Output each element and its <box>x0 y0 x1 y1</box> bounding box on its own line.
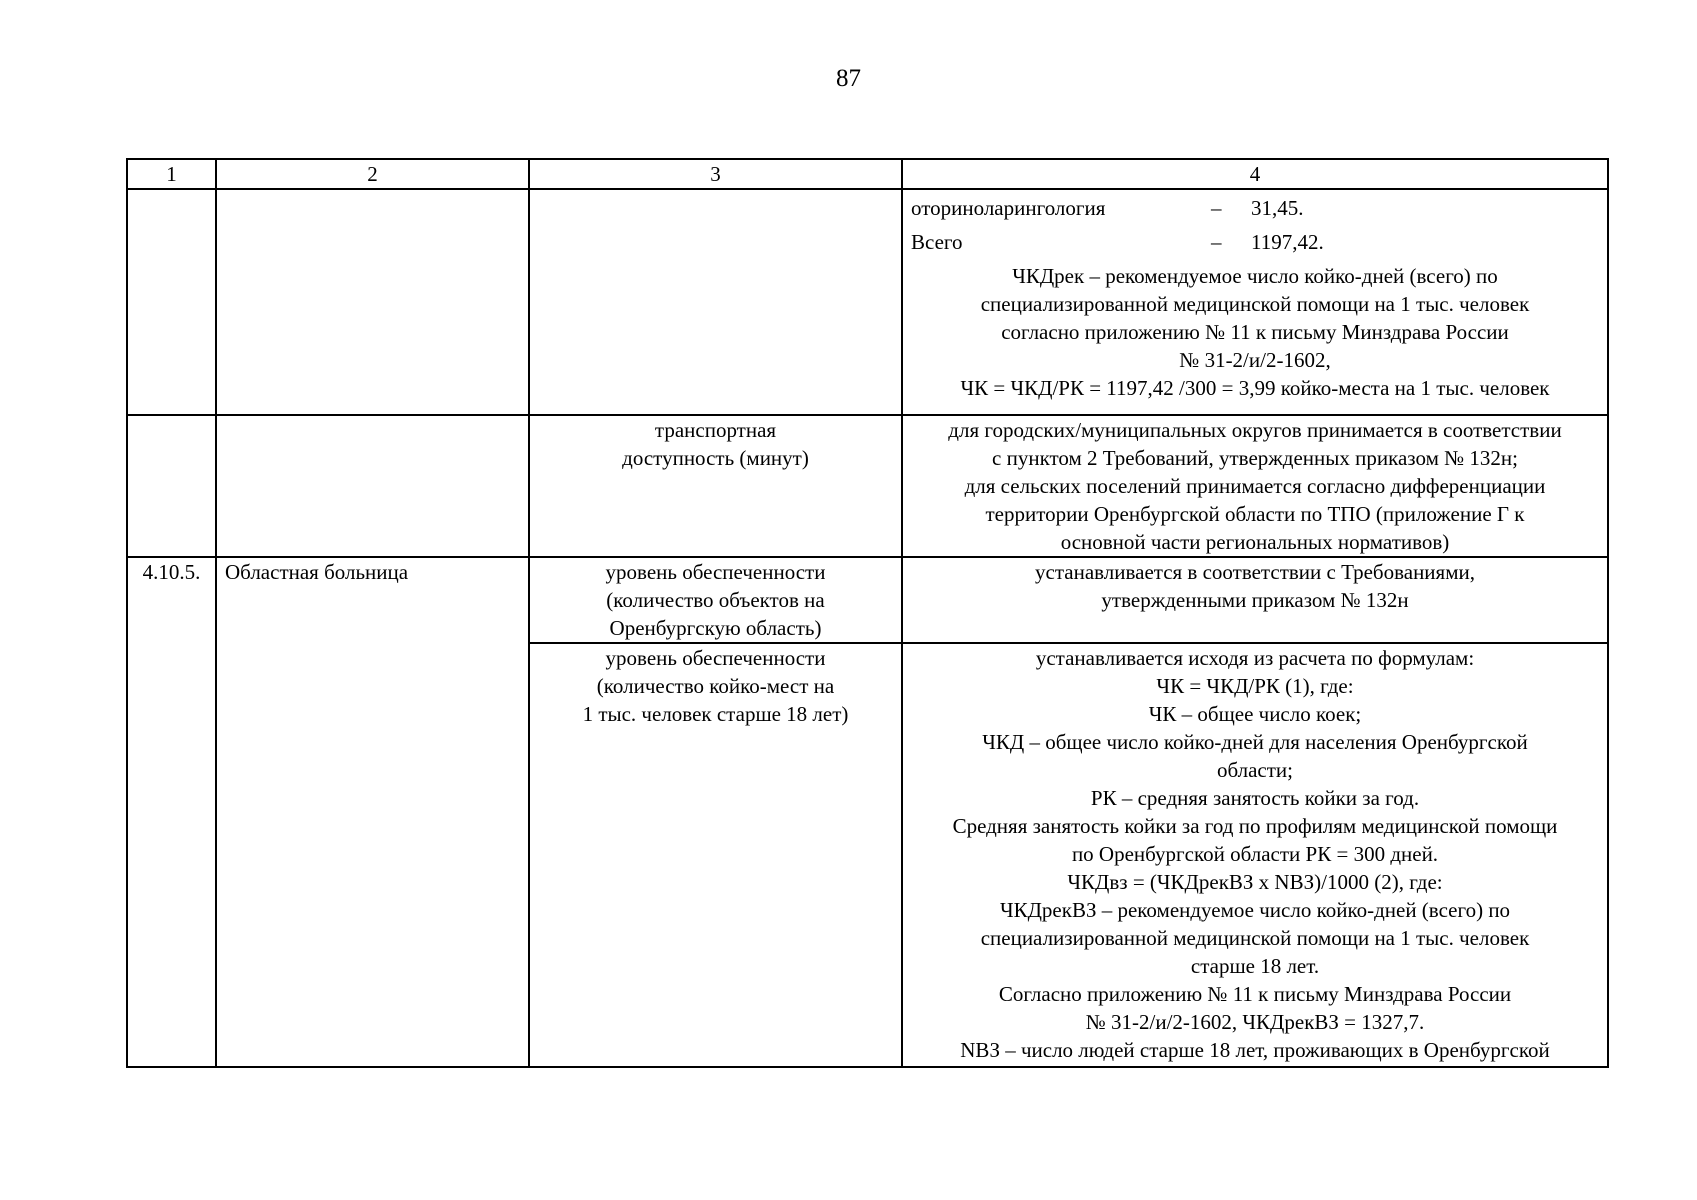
cell-indicator: уровень обеспеченности (количество объектов на Оренбургскую область) <box>529 557 902 643</box>
cell-number: 4.10.5. <box>127 557 216 1067</box>
cell-empty <box>216 189 529 415</box>
header-col-4: 4 <box>902 159 1608 189</box>
cell-value: устанавливается исходя из расчета по формулам: ЧК = ЧКД/РК (1), где: ЧК – общее число коек; ЧКД – общее число койко-дней для населения Оренбургской области; РК – средняя занятость койки за год. Средняя занятость койки за год по профилям медицинской помощи по Оренбургской области РК = 300 дней. ЧКДвз = (ЧКДрекВЗ х NВЗ)/1000 (2), где: ЧКДрекВЗ – рекомендуемое число койко-дней (всего) по специализированной медицинской помощи на 1 тыс. человек старше 18 лет. Согласно приложению № 11 к письму Минздрава России № 31-2/и/2-1602, ЧКДрекВЗ = 1327,7. NВЗ – число людей старше 18 лет, проживающих в Оренбургской <box>902 643 1608 1067</box>
cell-indicator: транспортная доступность (минут) <box>529 415 902 557</box>
text-line: ЧК = ЧКД/РК = 1197,42 /300 = 3,99 койко-места на 1 тыс. человек <box>960 376 1550 400</box>
text-line: согласно приложению № 11 к письму Минздрава России <box>1001 320 1509 344</box>
norms-table <box>126 158 1609 1068</box>
cell-value: для городских/муниципальных округов принимается в соответствии с пунктом 2 Требований, утвержденных приказом № 132н; для сельских поселений принимается согласно дифференциации территории Оренбургской области по ТПО (приложение Г к основной части региональных нормативов) <box>902 415 1608 557</box>
cell-empty <box>127 415 216 557</box>
text-line: ЧКДрек – рекомендуемое число койко-дней (всего) по <box>1012 264 1498 288</box>
cell-object-name: Областная больница <box>216 557 529 1067</box>
cell-empty <box>529 189 902 415</box>
header-col-1: 1 <box>127 159 216 189</box>
header-col-3: 3 <box>529 159 902 189</box>
cell-value: устанавливается в соответствии с Требованиями, утвержденными приказом № 132н <box>902 557 1608 643</box>
table-header-row <box>127 159 1608 189</box>
page-number: 87 <box>836 65 861 92</box>
cell-indicator: уровень обеспеченности (количество койко-мест на 1 тыс. человек старше 18 лет) <box>529 643 902 1067</box>
header-col-2: 2 <box>216 159 529 189</box>
cell-value <box>902 189 1608 415</box>
table-row <box>127 557 1608 643</box>
text-line: № 31-2/и/2-1602, <box>1179 348 1331 372</box>
list-item: Всего – 1197,42. <box>911 230 1324 254</box>
cell-empty <box>216 415 529 557</box>
list-item: оториноларингология – 31,45. <box>911 196 1304 220</box>
cell-empty <box>127 189 216 415</box>
text-line: специализированной медицинской помощи на 1 тыс. человек <box>980 292 1530 316</box>
table-row <box>127 415 1608 557</box>
table-row <box>127 189 1608 415</box>
